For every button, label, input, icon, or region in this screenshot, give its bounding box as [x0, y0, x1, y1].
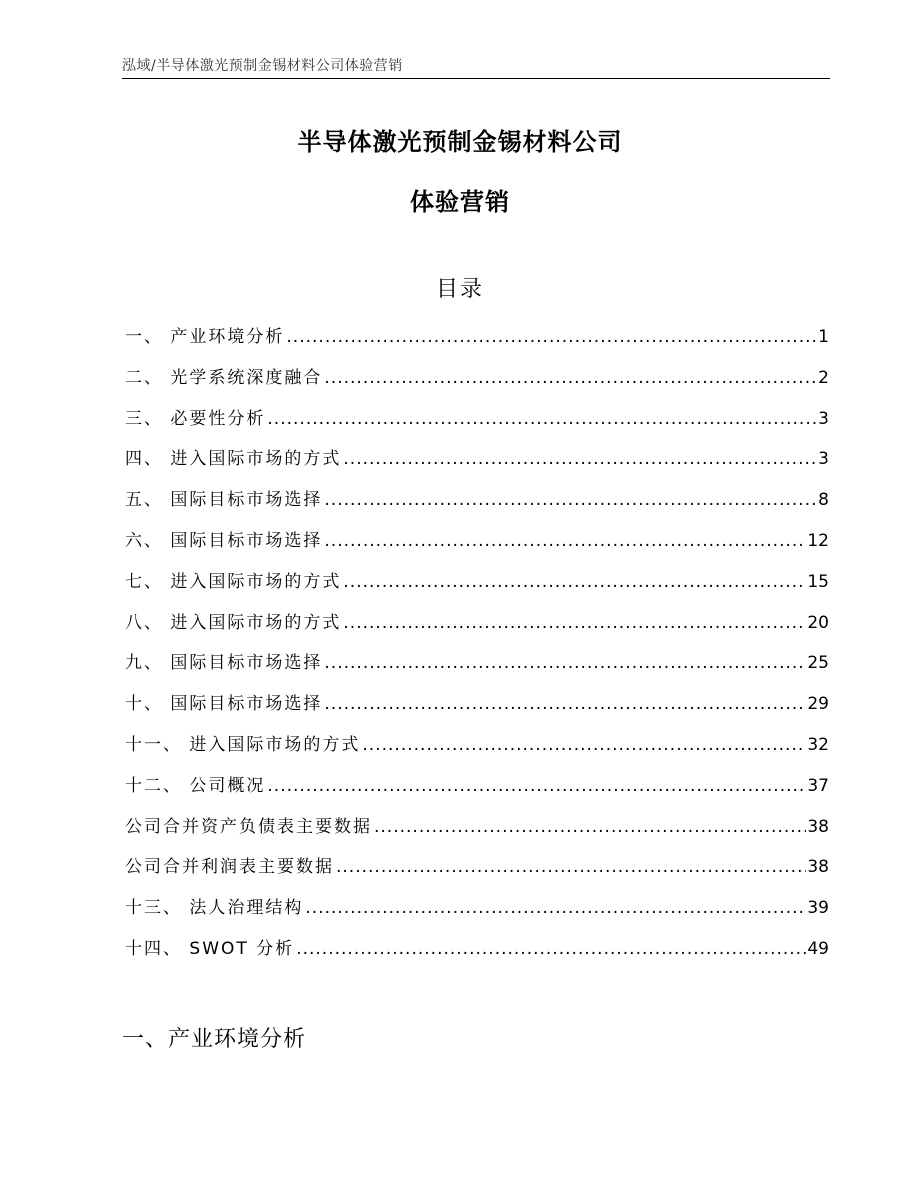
- toc-entry[interactable]: [125, 569, 829, 610]
- toc-entry[interactable]: [125, 365, 829, 406]
- toc-leader-dots: [267, 406, 817, 432]
- section-heading: 一、产业环境分析: [122, 1027, 307, 1052]
- toc-leader-dots: [324, 650, 806, 676]
- toc-entry[interactable]: [125, 324, 829, 365]
- toc-leader-dots: [374, 814, 806, 840]
- toc-entry-label: 公司合并利润表主要数据: [125, 857, 334, 878]
- toc-leader-dots: [305, 895, 806, 921]
- toc-leader-dots: [362, 732, 806, 758]
- toc-entry-label: 十、 国际目标市场选择: [125, 694, 323, 715]
- toc-entry[interactable]: [125, 487, 829, 528]
- toc-entry[interactable]: [125, 446, 829, 487]
- running-header: 泓域/半导体激光预制金锡材料公司体验营销: [122, 58, 403, 74]
- toc-entry[interactable]: [125, 650, 829, 691]
- toc-entry-page: 1: [818, 327, 829, 347]
- toc-entry[interactable]: [125, 854, 829, 895]
- toc-leader-dots: [286, 324, 817, 350]
- table-of-contents: [125, 324, 829, 977]
- toc-entry-label: 五、 国际目标市场选择: [125, 490, 323, 511]
- toc-entry-page: 2: [818, 367, 829, 388]
- toc-entry-page: 3: [818, 408, 829, 429]
- toc-leader-dots: [324, 691, 806, 717]
- toc-entry-label: 十三、 法人治理结构: [125, 898, 304, 919]
- toc-entry-page: 25: [807, 653, 829, 674]
- toc-leader-dots: [343, 610, 806, 636]
- toc-heading: 目录: [435, 277, 484, 302]
- toc-leader-dots: [296, 936, 806, 962]
- toc-entry-page: 38: [807, 816, 829, 837]
- toc-entry-page: 39: [807, 898, 829, 919]
- toc-leader-dots: [324, 365, 817, 391]
- toc-entry-label: 七、 进入国际市场的方式: [125, 571, 342, 592]
- toc-leader-dots: [324, 528, 806, 554]
- toc-entry-page: 38: [807, 857, 829, 878]
- toc-entry-page: 20: [807, 612, 829, 633]
- toc-entry-page: 29: [807, 694, 829, 715]
- toc-entry-page: 37: [807, 775, 829, 796]
- toc-entry[interactable]: [125, 406, 829, 447]
- toc-entry-label: 九、 国际目标市场选择: [125, 653, 323, 674]
- toc-entry-page: 32: [807, 734, 829, 755]
- toc-entry-label: 一、 产业环境分析: [125, 327, 285, 347]
- toc-entry-page: 49: [807, 938, 829, 959]
- toc-entry-label: 八、 进入国际市场的方式: [125, 612, 342, 633]
- toc-entry[interactable]: [125, 610, 829, 651]
- toc-leader-dots: [336, 854, 806, 880]
- toc-entry-label: 二、 光学系统深度融合: [125, 367, 323, 388]
- document-subtitle: 体验营销: [410, 188, 510, 216]
- toc-entry-page: 8: [818, 490, 829, 511]
- toc-entry-page: 3: [818, 449, 829, 470]
- toc-entry-label: 十一、 进入国际市场的方式: [125, 734, 361, 755]
- toc-entry-label: 四、 进入国际市场的方式: [125, 449, 342, 470]
- toc-leader-dots: [267, 773, 806, 799]
- toc-entry-label: 三、 必要性分析: [125, 408, 266, 429]
- toc-entry[interactable]: [125, 691, 829, 732]
- toc-entry[interactable]: [125, 732, 829, 773]
- toc-entry[interactable]: [125, 528, 829, 569]
- toc-leader-dots: [343, 446, 817, 472]
- toc-entry-page: 12: [807, 530, 829, 551]
- toc-entry-label: 公司合并资产负债表主要数据: [125, 816, 372, 837]
- toc-entry-label: 十四、 SWOT 分析: [125, 938, 295, 959]
- toc-entry-label: 六、 国际目标市场选择: [125, 530, 323, 551]
- toc-entry[interactable]: [125, 895, 829, 936]
- header-divider: [122, 78, 830, 79]
- toc-entry[interactable]: [125, 936, 829, 977]
- toc-entry-label: 十二、 公司概况: [125, 775, 266, 796]
- toc-leader-dots: [343, 569, 806, 595]
- document-title: 半导体激光预制金锡材料公司: [297, 128, 623, 156]
- toc-entry[interactable]: [125, 814, 829, 855]
- toc-entry-page: 15: [807, 571, 829, 592]
- toc-entry[interactable]: [125, 773, 829, 814]
- toc-leader-dots: [324, 487, 817, 513]
